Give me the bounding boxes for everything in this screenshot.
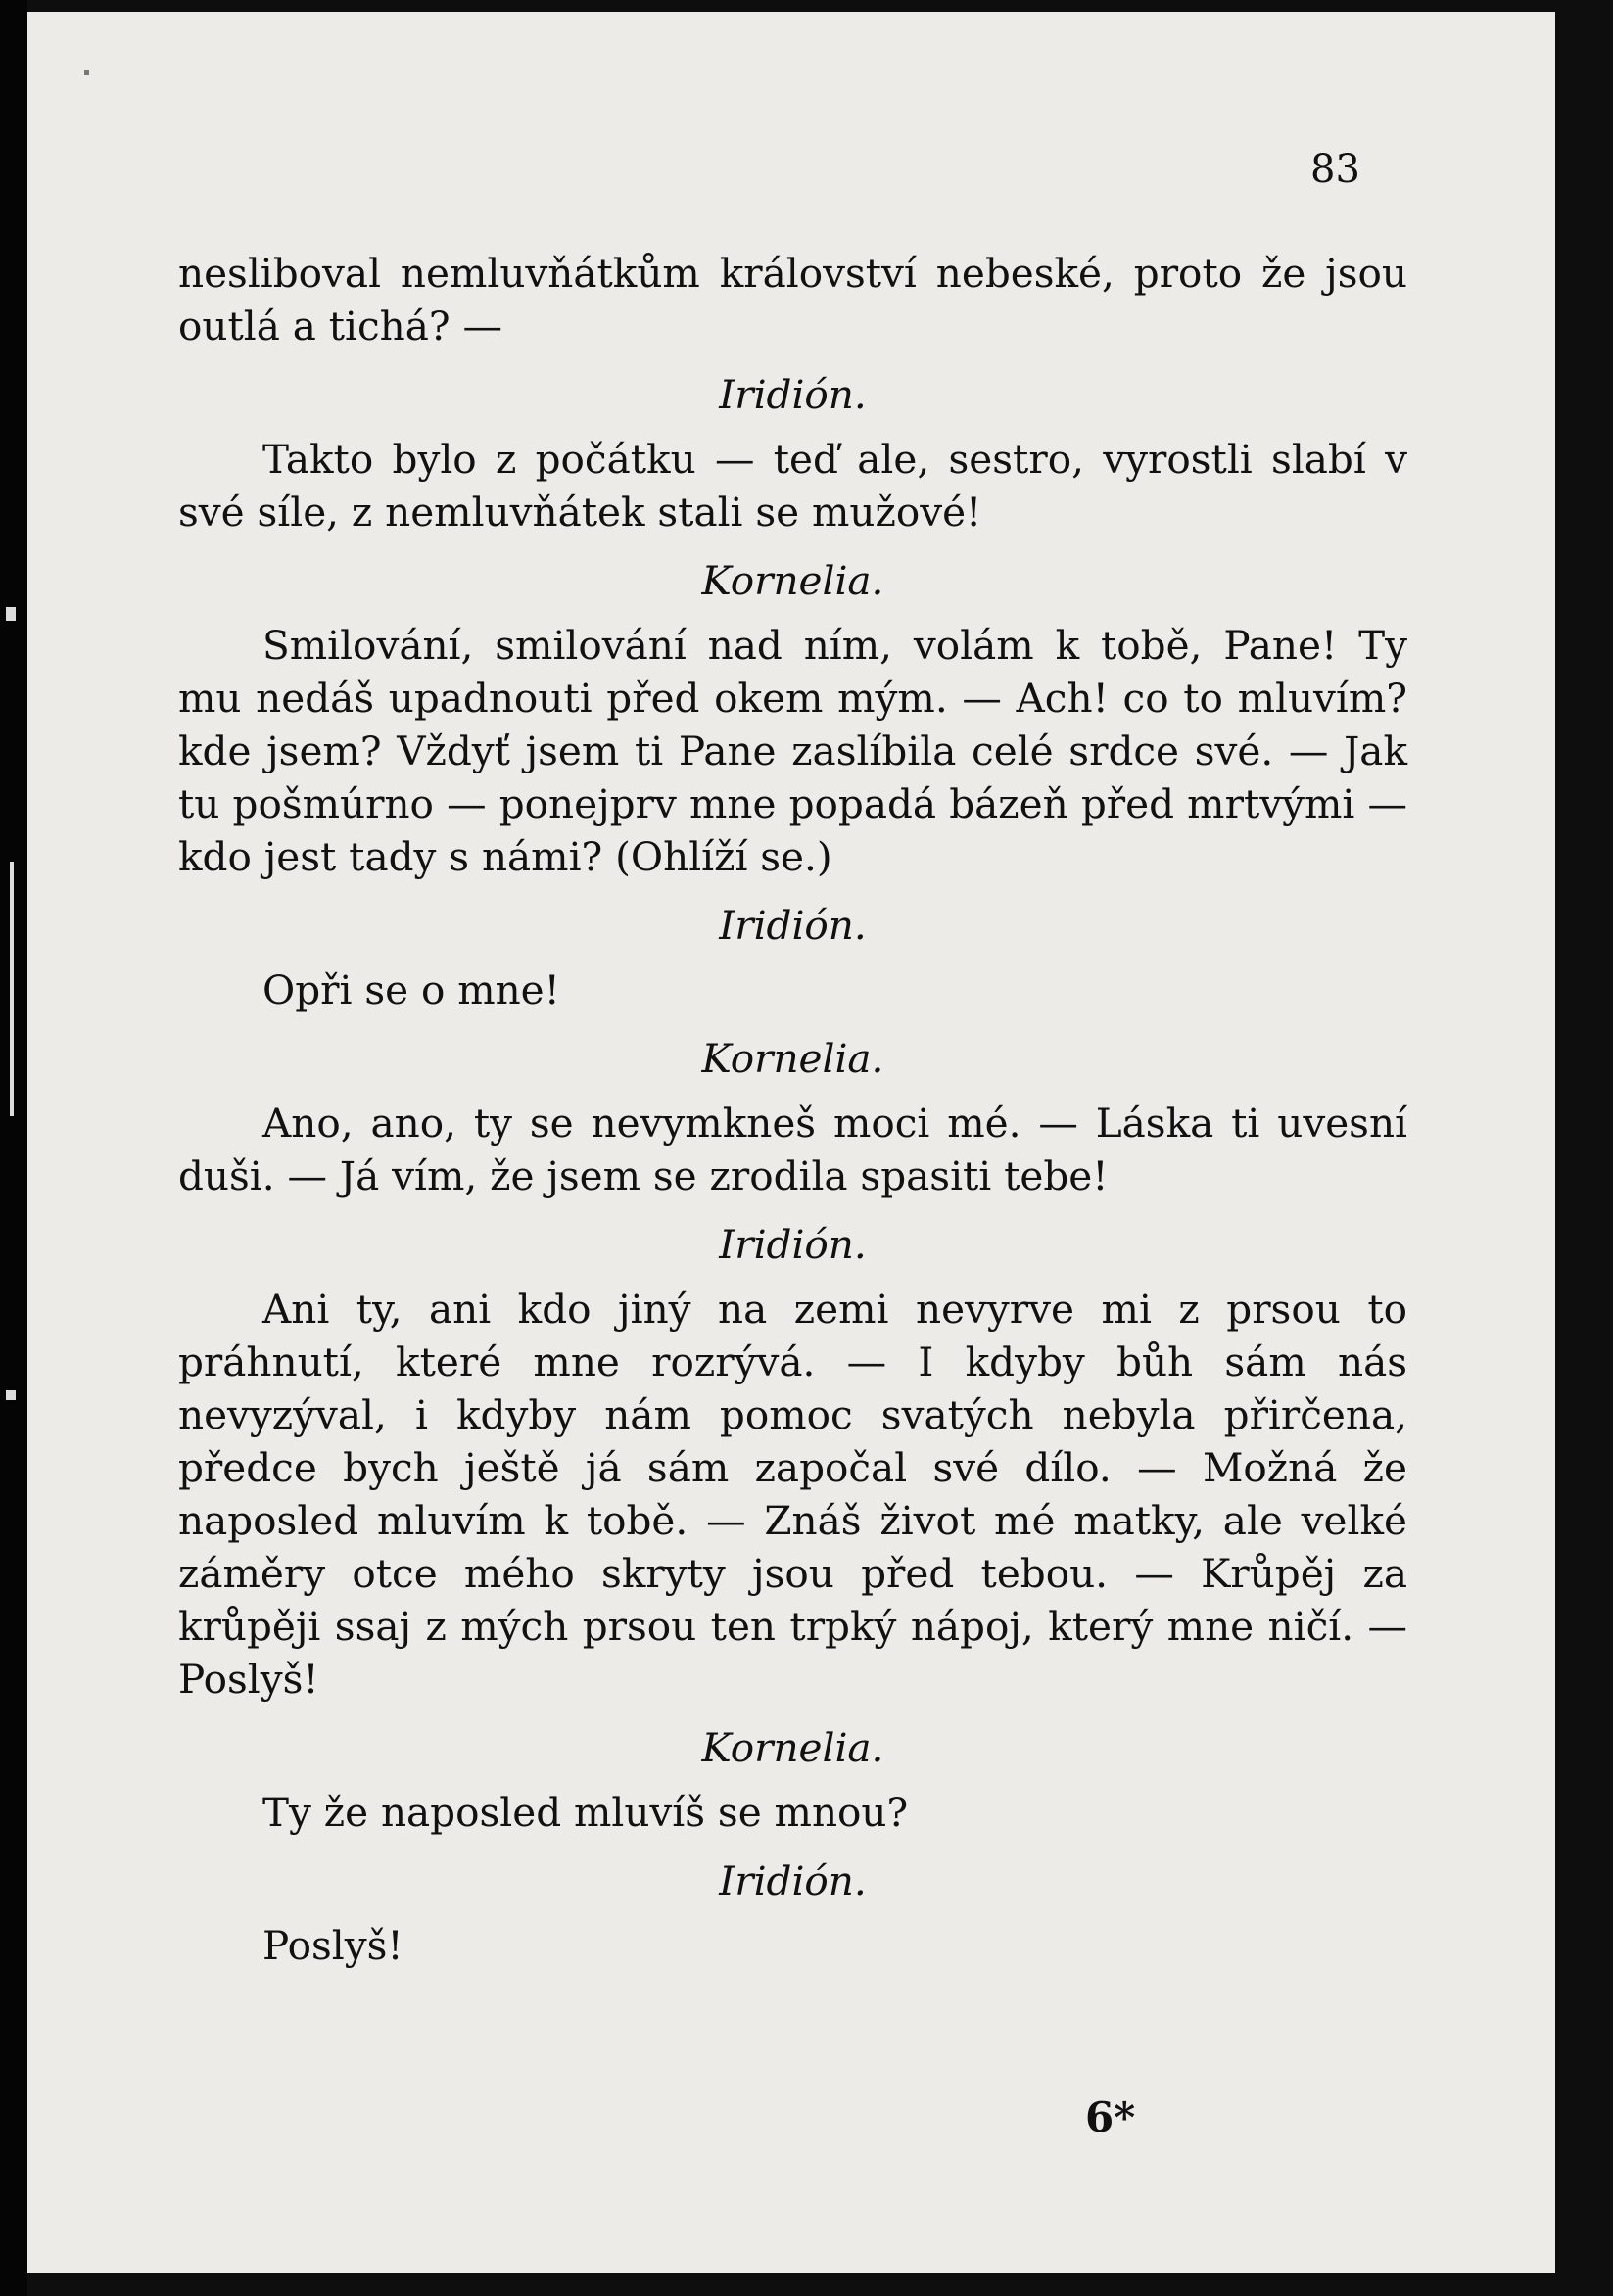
- speaker-name: Iridión.: [719, 1221, 867, 1268]
- speaker-name: Iridión.: [719, 902, 867, 949]
- paragraph: nesliboval nemluvňátkům království nebeské, proto že jsou outlá a tichá? —: [178, 250, 1407, 350]
- paragraph: Takto bylo z počátku — teď ale, sestro, vyrostli slabí v své síle, z nemluvňátek stali se mužové!: [178, 436, 1407, 536]
- paper-speck: [84, 70, 89, 75]
- paragraph: Ty že naposled mluvíš se mnou?: [262, 1789, 909, 1836]
- paragraph: Ano, ano, ty se nevymkneš moci mé. — Láska ti uvesní duši. — Já vím, že jsem se zrodila spasiti tebe!: [178, 1100, 1407, 1199]
- page-number: 83: [1310, 147, 1360, 192]
- speaker-name: Iridión.: [719, 1857, 867, 1904]
- paragraph: Opři se o mne!: [262, 966, 560, 1013]
- spine-mark: [10, 862, 14, 1116]
- spine-mark: [6, 1390, 16, 1400]
- book-page: [27, 12, 1555, 2273]
- speaker-name: Kornelia.: [701, 1724, 884, 1771]
- page-text: [178, 247, 1407, 1972]
- speaker-name: Kornelia.: [701, 557, 884, 604]
- spine-mark: [6, 607, 16, 621]
- book-spine: [0, 0, 27, 2296]
- signature-mark: 6*: [1085, 2093, 1136, 2141]
- speaker-name: Kornelia.: [701, 1035, 884, 1082]
- paragraph: Poslyš!: [262, 1922, 403, 1969]
- paragraph: Ani ty, ani kdo jiný na zemi nevyrve mi z prsou to práhnutí, které mne rozrývá. — I kdyby bůh sám nás nevyzýval, i kdyby nám pomoc svatých nebyla přirčena, předce bych ještě já sám započal své dílo. — Možná že naposled mluvím k tobě. — Znáš život mé matky, ale velké záměry otce mého skryty jsou před tebou. — Krůpěj za krůpěji ssaj z mých prsou ten trpký nápoj, který mne ničí. — Poslyš!: [178, 1286, 1407, 1703]
- paragraph: Smilování, smilování nad ním, volám k tobě, Pane! Ty mu nedáš upadnouti před okem mým. — Ach! co to mluvím? kde jsem? Vždyť jsem ti Pane zaslíbila celé srdce své. — Jak tu pošmúrno — ponejprv mne popadá bázeň před mrtvými — kdo jest tady s námi? (Ohlíží se.): [178, 622, 1407, 880]
- speaker-name: Iridión.: [719, 371, 867, 418]
